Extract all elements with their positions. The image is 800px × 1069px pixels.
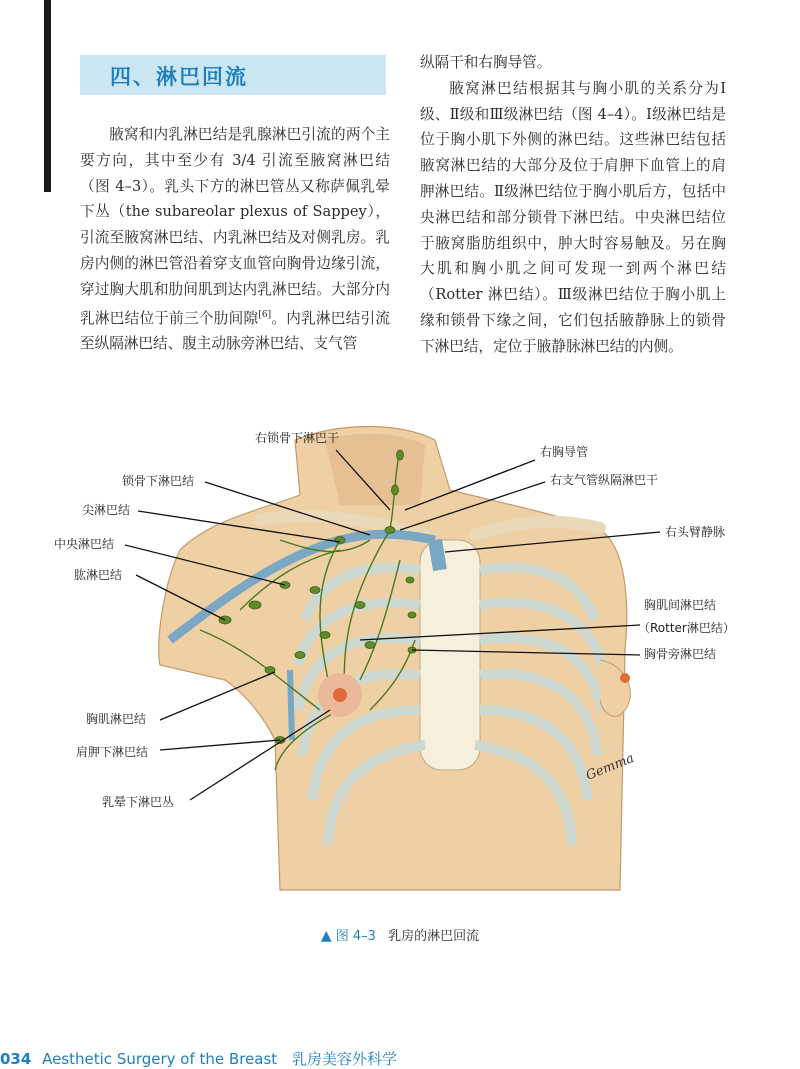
left-paragraph-tail: 。内乳淋巴结引流至纵隔淋巴结、腹主动脉旁淋巴结、支气管 <box>80 309 390 353</box>
page-number: 034 <box>0 1050 32 1068</box>
left-paragraph <box>80 122 390 357</box>
side-accent-bar <box>44 0 51 192</box>
figure-caption <box>0 925 800 944</box>
footer-title-zh: 乳房美容外科学 <box>291 1050 397 1068</box>
artist-signature: Gemma <box>583 750 637 784</box>
nipple-left <box>333 688 347 702</box>
anatomy-figure <box>40 410 760 900</box>
page-footer <box>0 1048 397 1069</box>
right-column <box>420 50 726 360</box>
left-column <box>80 122 390 357</box>
label-infraclavicular: 锁骨下淋巴结 <box>122 474 195 488</box>
section-title: 四、淋巴回流 <box>110 64 248 89</box>
label-parasternal: 胸骨旁淋巴结 <box>644 647 717 661</box>
caption-text: 乳房的淋巴回流 <box>388 929 480 944</box>
label-central: 中央淋巴结 <box>54 537 115 551</box>
right-paragraph: 腋窝淋巴结根据其与胸小肌的关系分为Ⅰ级、Ⅱ级和Ⅲ级淋巴结（图 4–4）。Ⅰ级淋巴结是位于胸小肌下外侧的淋巴结。这些淋巴结包括腋窝淋巴结的大部分及位于肩胛下血管上的肩胛淋巴结。Ⅱ级淋巴结位于胸小肌后方，包括中央淋巴结和部分锁骨下淋巴结。中央淋巴结位于腋窝脂肪组织中，肿大时容易触及。另在胸大肌和胸小肌之间可发现一到两个淋巴结（Rotter 淋巴结）。Ⅲ级淋巴结位于胸小肌上缘和锁骨下缘之间，它们包括腋静脉上的锁骨下淋巴结，定位于腋静脉淋巴结的内侧。 <box>420 79 726 355</box>
label-rotter: （Rotter淋巴结） <box>638 621 735 635</box>
left-paragraph-text: 腋窝和内乳淋巴结是乳腺淋巴引流的两个主要方向，其中至少有 3/4 引流至腋窝淋巴结（图 4–3）。乳头下方的淋巴管丛又称萨佩乳晕下丛（the subareolar plexus of Sappey），引流至腋窝淋巴结、内乳淋巴结及对侧乳房。乳房内侧的淋巴管沿着穿支血管向胸骨边缘引流，穿过胸大肌和肋间肌到达内乳淋巴结。大部分内乳淋巴结位于前三个肋间隙 <box>80 126 390 327</box>
brachiocephalic-vein <box>435 540 440 570</box>
caption-triangle-icon: ▲ <box>320 928 332 944</box>
label-right-lymphatic-duct: 右胸导管 <box>540 445 589 459</box>
citation-ref: [6] <box>258 309 272 320</box>
sternum <box>420 540 480 770</box>
nipple-right <box>620 673 630 683</box>
label-right-subclavian-trunk: 右锁骨下淋巴干 <box>255 431 340 445</box>
label-interpectoral: 胸肌间淋巴结 <box>644 598 717 612</box>
section-heading-box <box>80 55 386 95</box>
thoracic-vessel <box>290 670 292 740</box>
leader-subscapular <box>160 740 280 750</box>
breast-lymph-illustration <box>40 410 760 900</box>
label-brachiocephalic-vein: 右头臂静脉 <box>665 525 726 539</box>
breast-right <box>600 660 630 716</box>
label-humeral: 肱淋巴结 <box>74 568 123 582</box>
label-pectoral: 胸肌淋巴结 <box>86 712 147 726</box>
label-subscapular: 肩胛下淋巴结 <box>76 745 149 759</box>
right-continuation: 纵隔干和右胸导管。 <box>420 54 552 71</box>
label-bronchomediastinal-trunk: 右支气管纵隔淋巴干 <box>550 473 659 487</box>
label-apical: 尖淋巴结 <box>82 503 131 517</box>
footer-title-en: Aesthetic Surgery of the Breast <box>42 1050 278 1068</box>
caption-number: 图 4–3 <box>335 929 376 944</box>
label-subareolar: 乳晕下淋巴丛 <box>102 795 175 809</box>
